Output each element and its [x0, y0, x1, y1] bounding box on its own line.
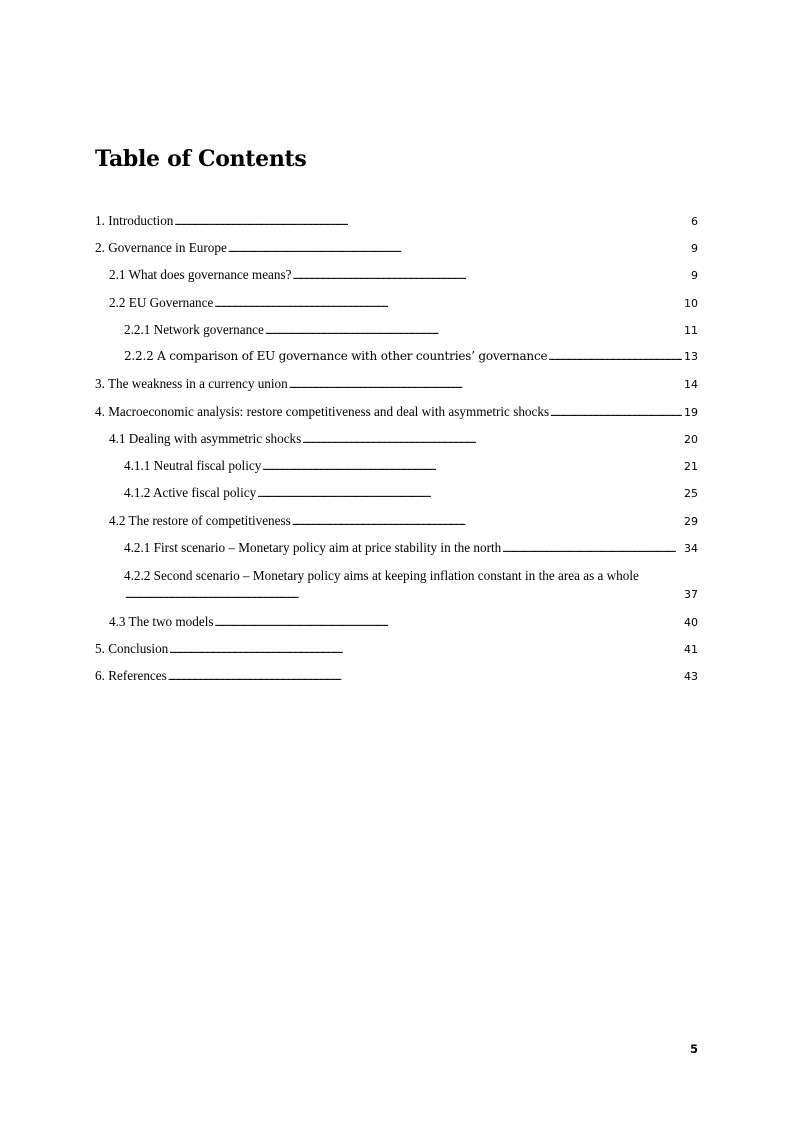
toc-entry-page: 19 — [684, 406, 698, 419]
dot-leader — [168, 671, 682, 683]
page-number: 5 — [689, 1042, 698, 1056]
dot-leader — [548, 351, 682, 363]
dot-leader — [257, 488, 682, 500]
toc-entry-page: 13 — [684, 350, 698, 363]
toc-entry-label: 4.2 The restore of competitiveness — [109, 513, 291, 528]
toc-entry-label: 5. Conclusion — [95, 641, 169, 656]
toc-entry-label: 4. Macroeconomic analysis: restore competitiveness and deal with asymmetric shocks — [95, 404, 550, 419]
toc-entry-page: 41 — [684, 643, 698, 656]
toc-entry[interactable] — [0, 431, 794, 451]
toc-entry-label: 4.1.2 Active fiscal policy — [124, 485, 257, 500]
toc-entry-page: 37 — [684, 588, 698, 601]
dot-leader — [214, 298, 682, 310]
toc-entry-label: 4.1.1 Neutral fiscal policy — [124, 458, 262, 473]
toc-entry[interactable] — [0, 540, 794, 560]
toc-entry-page: 43 — [684, 670, 698, 683]
toc-entry-page: 6 — [691, 215, 698, 228]
toc-entry[interactable] — [0, 349, 794, 369]
dot-leader — [292, 270, 689, 282]
toc-entry-page: 9 — [691, 242, 698, 255]
toc-entry-label: 2.2 EU Governance — [109, 295, 214, 310]
toc-entry-page: 11 — [684, 324, 698, 337]
toc-entry[interactable] — [0, 240, 794, 260]
toc-entry[interactable] — [0, 513, 794, 533]
toc-entry-label: 4.2.1 First scenario – Monetary policy aim at price stability in the north — [124, 540, 502, 555]
toc-entry-label: 2.2.1 Network governance — [124, 322, 264, 337]
toc-entry-label: 4.3 The two models — [109, 614, 214, 629]
dot-leader — [289, 379, 682, 391]
dot-leader — [292, 516, 682, 528]
toc-entry[interactable] — [0, 376, 794, 396]
toc-entry-label: 4.1 Dealing with asymmetric shocks — [109, 431, 302, 446]
toc-entry[interactable] — [0, 668, 794, 688]
dot-leader — [174, 216, 689, 228]
toc-entry[interactable] — [0, 458, 794, 478]
toc-entry-label: 2.2.2 A comparison of EU governance with other countries’ governance — [124, 349, 548, 363]
dot-leader — [125, 589, 682, 601]
dot-leader — [228, 243, 689, 255]
toc-entry[interactable] — [0, 213, 794, 233]
toc-entry-label: 2. Governance in Europe — [95, 240, 227, 255]
dot-leader — [550, 407, 682, 419]
dot-leader — [265, 325, 682, 337]
toc-entry-page: 34 — [684, 542, 698, 555]
dot-leader — [302, 434, 682, 446]
toc-entry-page: 14 — [684, 378, 698, 391]
toc-entry-label: 3. The weakness in a currency union — [95, 376, 288, 391]
toc-entry-page: 21 — [684, 460, 698, 473]
toc-heading: Table of Contents — [95, 146, 307, 172]
dot-leader — [502, 543, 682, 555]
toc-entry[interactable] — [0, 641, 794, 661]
dot-leader — [169, 644, 682, 656]
toc-entry[interactable] — [0, 295, 794, 315]
toc-entry-page: 25 — [684, 487, 698, 500]
toc-entry[interactable] — [0, 614, 794, 634]
toc-entry-wrapped-label[interactable]: 4.2.2 Second scenario – Monetary policy aims at keeping inflation constant in the area as a whole — [124, 568, 639, 583]
dot-leader — [215, 617, 682, 629]
toc-entry[interactable] — [0, 588, 794, 608]
dot-leader — [262, 461, 682, 473]
toc-entry[interactable] — [0, 485, 794, 505]
toc-entry-label: 1. Introduction — [95, 213, 174, 228]
toc-entry-label: 6. References — [95, 668, 167, 683]
toc-entry-page: 10 — [684, 297, 698, 310]
toc-entry-page: 29 — [684, 515, 698, 528]
toc-entry-page: 40 — [684, 616, 698, 629]
toc-entry-page: 9 — [691, 269, 698, 282]
toc-entry[interactable] — [0, 322, 794, 342]
toc-entry-page: 20 — [684, 433, 698, 446]
toc-entry-label: 2.1 What does governance means? — [109, 267, 292, 282]
toc-entry[interactable] — [0, 267, 794, 287]
toc-entry[interactable] — [0, 404, 794, 424]
